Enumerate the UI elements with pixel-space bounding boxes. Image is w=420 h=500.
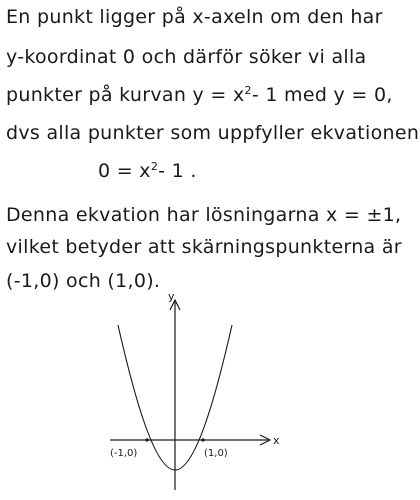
equation-right: - 1 . — [158, 160, 197, 182]
text-line: dvs alla punkter som uppfyller ekvationen — [6, 122, 420, 144]
text-line: y-koordinat 0 och därför söker vi alla — [6, 46, 367, 68]
root-point-right — [201, 438, 204, 441]
root-label-left: (-1,0) — [110, 448, 138, 459]
equation-left: 0 = x — [98, 160, 151, 182]
text-line: vilket betyder att skärningspunkterna är — [6, 236, 402, 258]
root-label-right: (1,0) — [204, 448, 228, 459]
exponent: 2 — [244, 84, 252, 97]
equation — [98, 160, 197, 182]
y-axis-label: y — [168, 290, 175, 303]
text-line: Denna ekvation har lösningarna x = ±1, — [6, 204, 402, 226]
text-line-with-formula — [6, 84, 393, 106]
text-line: En punkt ligger på x-axeln om den har — [6, 6, 383, 28]
text-line: (-1,0) och (1,0). — [6, 270, 161, 292]
exponent: 2 — [150, 160, 159, 173]
text-fragment: punkter på kurvan y = x — [6, 84, 245, 106]
x-axis-label: x — [273, 434, 280, 447]
text-fragment: - 1 med y = 0, — [251, 84, 393, 106]
parabola-graph — [80, 290, 290, 495]
root-point-left — [145, 438, 148, 441]
